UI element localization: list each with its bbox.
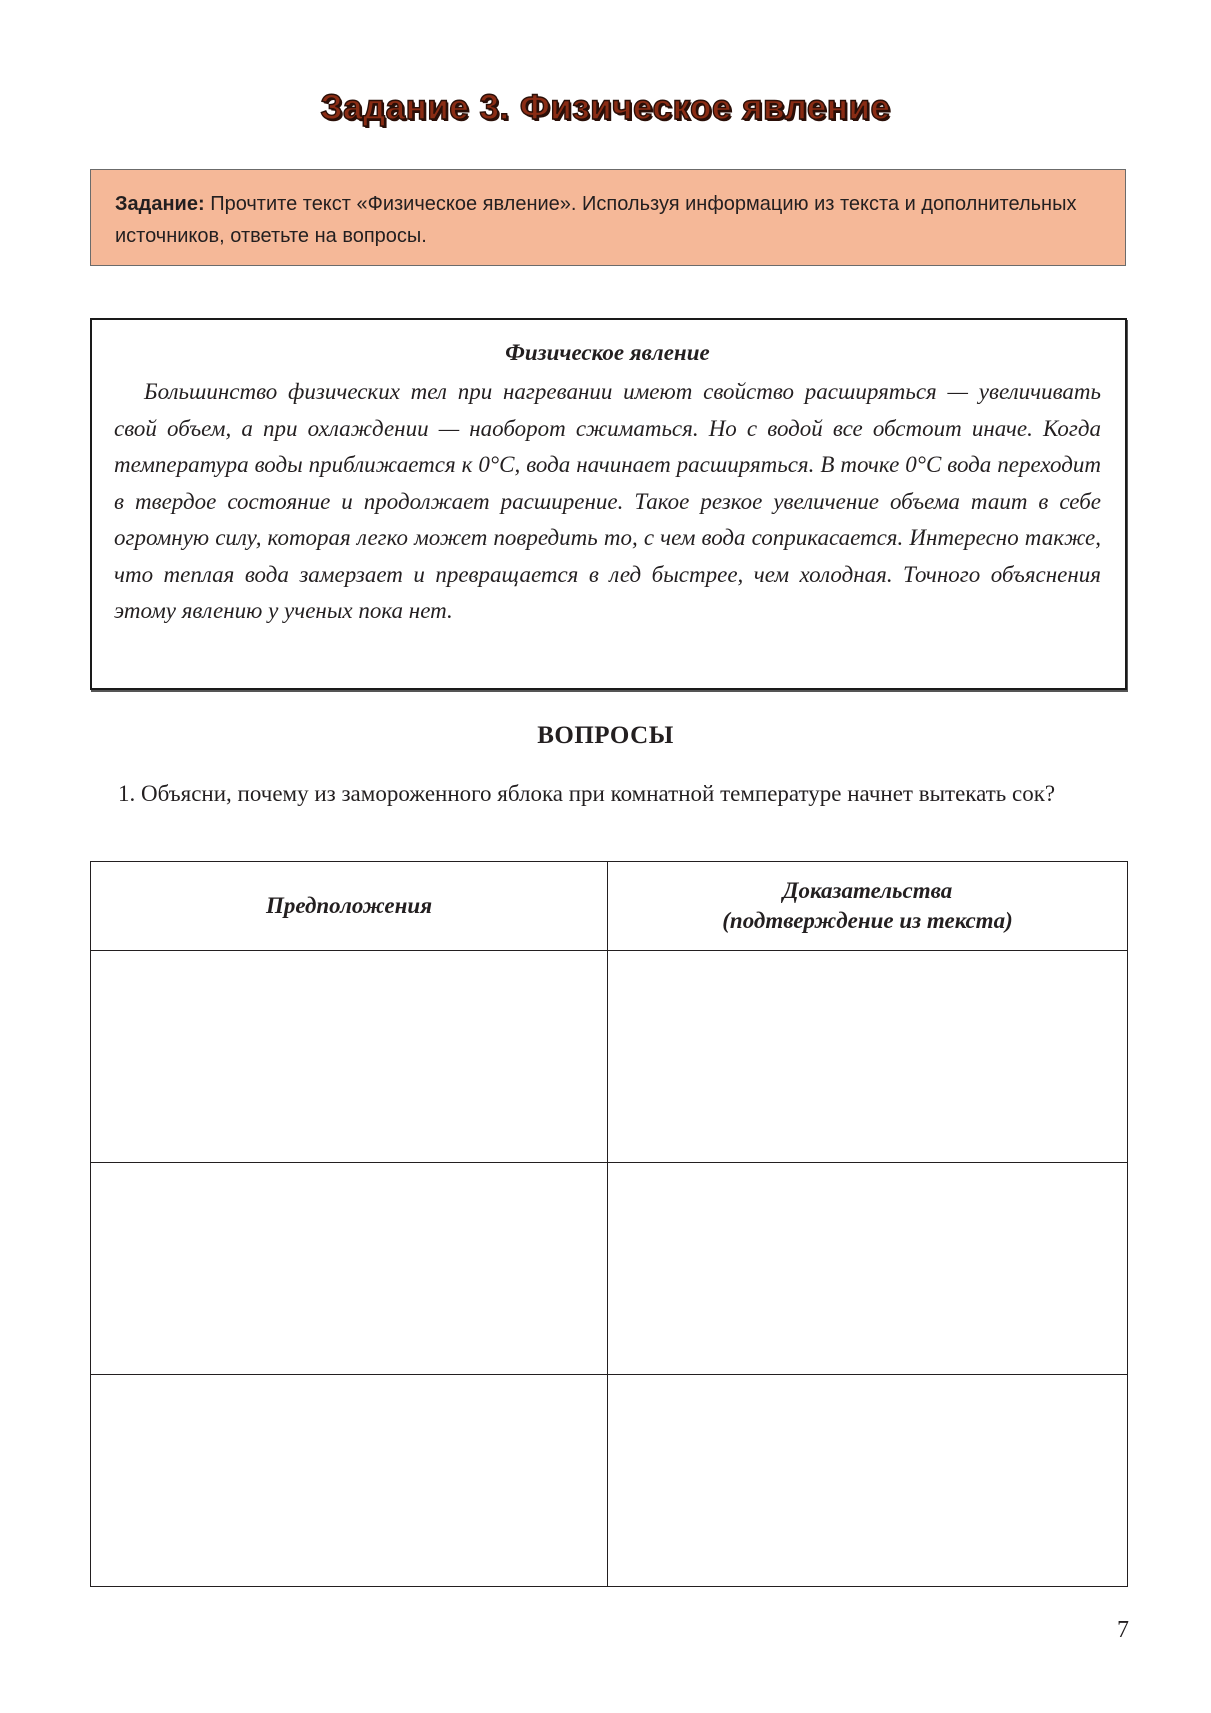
table-row: [91, 951, 1128, 1163]
table-row: [91, 1163, 1128, 1375]
answer-table: [90, 861, 1128, 1587]
question-text: Объясни, почему из замороженного яблока при комнатной температуре начнет вытекать сок?: [141, 781, 1056, 806]
table-row: [91, 1375, 1128, 1587]
reading-passage-box: [90, 318, 1127, 690]
reading-title: Физическое явление: [505, 340, 710, 365]
answer-cell-assumption[interactable]: [91, 1163, 608, 1375]
column-header-evidence: [608, 862, 1128, 951]
answer-cell-assumption[interactable]: [91, 951, 608, 1163]
answer-cell-assumption[interactable]: [91, 1375, 608, 1587]
page-title: Задание 3. Физическое явление: [320, 88, 891, 127]
column-header-sublabel: (подтверждение из текста): [722, 908, 1013, 933]
answer-cell-evidence[interactable]: [608, 1163, 1128, 1375]
task-label: Задание:: [115, 193, 205, 215]
task-text: Прочтите текст «Физическое явление». Используя информацию из текста и дополнительных источников, ответьте на вопросы.: [115, 193, 1077, 247]
column-header-assumptions: [91, 862, 608, 951]
table-header-row: [91, 862, 1128, 951]
answer-cell-evidence[interactable]: [608, 951, 1128, 1163]
page-number: 7: [1117, 1617, 1129, 1643]
answer-cell-evidence[interactable]: [608, 1375, 1128, 1587]
column-header-label: Предположения: [265, 893, 433, 918]
reading-text: Большинство физических тел при нагревании имеют свойство расширяться — увеличивать свой объем, а при охлаждении — наоборот сжиматься. Но с водой все обстоит иначе. Когда температура воды приближается к 0°С, вода начинает расширяться. В точке 0°С вода переходит в твердое состояние и продолжает расширение. Такое резкое увеличение объема таит в себе огромную силу, которая легко может повредить то, с чем вода соприкасается. Интересно также, что теплая вода замерзает и превращается в лед быстрее, чем холодная. Точного объяснения этому явлению у ученых пока нет.: [114, 379, 1101, 623]
questions-heading: ВОПРОСЫ: [537, 722, 674, 749]
question-item: [118, 776, 1126, 812]
column-header-label: Доказательства: [782, 878, 953, 903]
task-instruction-box: [90, 169, 1126, 266]
question-number: 1.: [118, 781, 136, 806]
